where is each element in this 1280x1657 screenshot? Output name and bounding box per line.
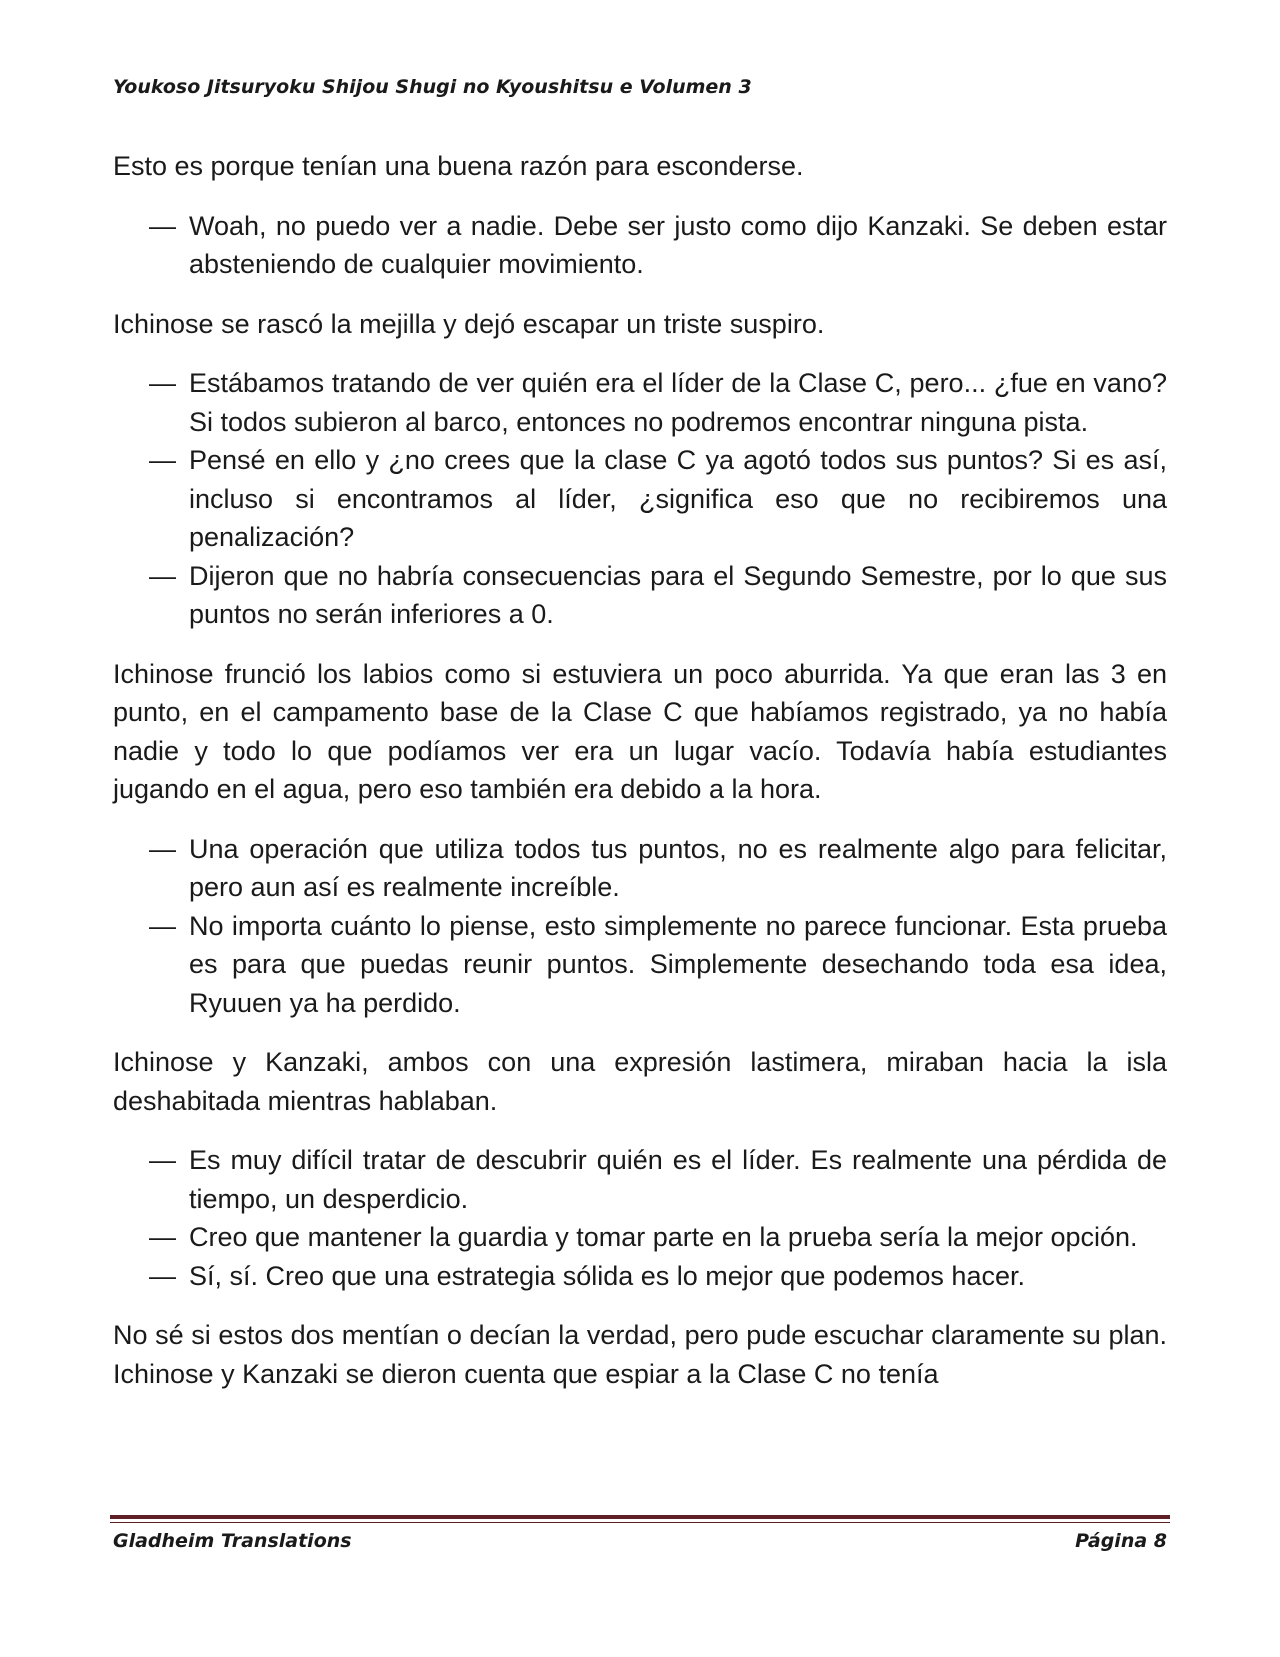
paragraph: Ichinose frunció los labios como si estuviera un poco aburrida. Ya que eran las 3 en punto, en el campamento base de la Clase C que habíamos registrado, ya no había nadie y todo lo que podíamos ver era un lugar vacío. Todavía había estudiantes jugando en el agua, pero eso también era debido a la hora.	[113, 658, 1167, 804]
dialogue-text: Creo que mantener la guardia y tomar parte en la prueba sería la mejor opción.	[189, 1222, 1138, 1252]
dialogue-block	[113, 364, 1167, 634]
dialogue-text: Sí, sí. Creo que una estrategia sólida es lo mejor que podemos hacer.	[189, 1260, 1025, 1291]
dialogue-block	[113, 1141, 1167, 1295]
paragraph: No sé si estos dos mentían o decían la verdad, pero pude escuchar claramente su plan. Ichinose y Kanzaki se dieron cuenta que espiar a la Clase C no tenía	[113, 1320, 1167, 1389]
paragraph: Ichinose se rascó la mejilla y dejó escapar un triste suspiro.	[113, 308, 825, 339]
dialogue-text: No importa cuánto lo piense, esto simplemente no parece funcionar. Esta prueba es para que puedas reunir puntos. Simplemente desechando toda esa idea, Ryuuen ya ha perdido.	[189, 910, 1167, 1018]
dialogue-text: Pensé en ello y ¿no crees que la clase C ya agotó todos sus puntos? Si es así, incluso si encontramos al líder, ¿significa eso que no recibiremos una penalización?	[189, 445, 1167, 552]
dialogue-line	[113, 557, 1167, 634]
dash-marker: —	[149, 368, 176, 398]
dash-marker: —	[149, 910, 176, 941]
dash-marker: —	[149, 1260, 176, 1291]
dialogue-line	[113, 1141, 1167, 1218]
dash-marker: —	[149, 1222, 176, 1252]
dialogue-text: Es muy difícil tratar de descubrir quién es el líder. Es realmente una pérdida de tiempo, un desperdicio.	[189, 1145, 1167, 1214]
paragraph: Ichinose y Kanzaki, ambos con una expresión lastimera, miraban hacia la isla deshabitada mientras hablaban.	[113, 1047, 1167, 1116]
dash-marker: —	[149, 445, 176, 475]
dash-marker: —	[149, 1145, 176, 1175]
dialogue-text: Woah, no puedo ver a nadie. Debe ser justo como dijo Kanzaki. Se deben estar absteniendo de cualquier movimiento.	[189, 210, 1167, 279]
dialogue-line	[113, 830, 1167, 907]
dash-marker: —	[149, 833, 176, 864]
dialogue-block	[113, 830, 1167, 1023]
dash-marker: —	[149, 210, 176, 241]
footer-credit: Gladheim Translations	[113, 1530, 352, 1552]
page-body	[113, 147, 1167, 1414]
running-header: Youkoso Jitsuryoku Shijou Shugi no Kyoushitsu e Volumen 3	[113, 76, 752, 98]
dialogue-text: Estábamos tratando de ver quién era el líder de la Clase C, pero... ¿fue en vano? Si todos subieron al barco, entonces no podremos encontrar ninguna pista.	[189, 368, 1167, 437]
dialogue-block	[113, 207, 1167, 284]
dash-marker: —	[149, 560, 176, 591]
dialogue-line	[113, 907, 1167, 1023]
dialogue-line	[113, 1218, 1167, 1257]
page-number: Página 8	[1075, 1530, 1167, 1552]
dialogue-line	[113, 364, 1167, 441]
footer-divider	[110, 1515, 1170, 1523]
dialogue-line	[113, 207, 1167, 284]
dialogue-line	[113, 1257, 1167, 1296]
dialogue-line	[113, 441, 1167, 557]
paragraph: Esto es porque tenían una buena razón para esconderse.	[113, 151, 804, 181]
dialogue-text: Dijeron que no habría consecuencias para el Segundo Semestre, por lo que sus puntos no serán inferiores a 0.	[189, 560, 1167, 629]
dialogue-text: Una operación que utiliza todos tus puntos, no es realmente algo para felicitar, pero aun así es realmente increíble.	[189, 833, 1167, 902]
